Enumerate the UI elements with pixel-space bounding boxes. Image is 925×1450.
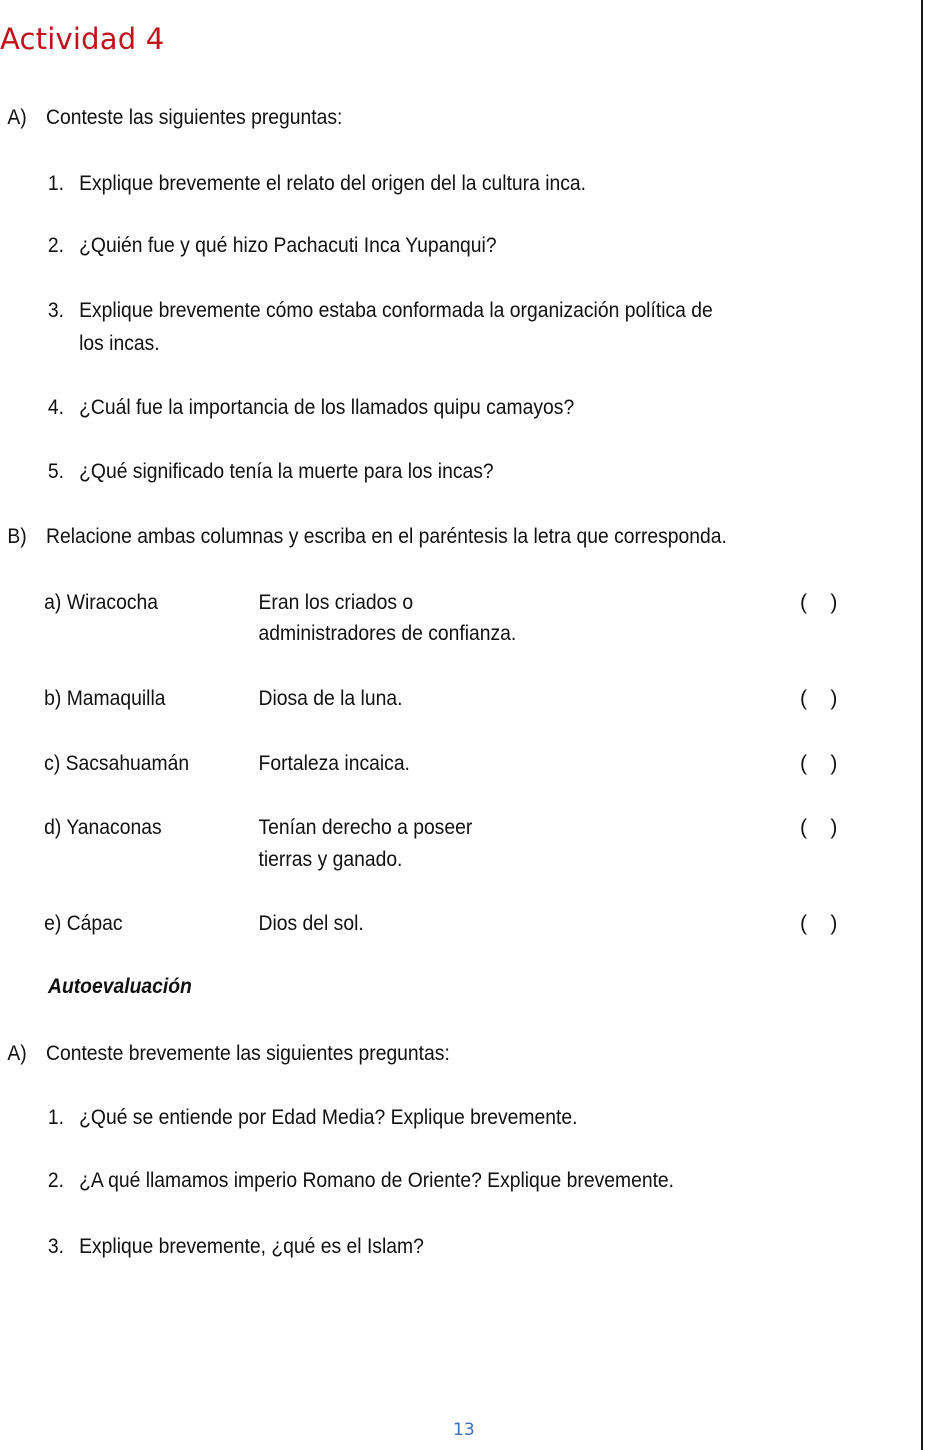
question-text: Explique brevemente cómo estaba conformada la organización política de <box>79 299 713 322</box>
question-number: 4. <box>47 396 64 419</box>
match-definition: Dios del sol. <box>258 912 364 935</box>
section-b-letter: B) <box>7 525 27 548</box>
question-text: Explique brevemente, ¿qué es el Islam? <box>79 1235 424 1258</box>
answer-parenthesis-c[interactable]: ( ) <box>800 752 838 775</box>
question-text: ¿Quién fue y qué hizo Pachacuti Inca Yupanqui? <box>79 234 497 257</box>
answer-parenthesis-e[interactable]: ( ) <box>800 912 838 935</box>
match-term: a) Wiracocha <box>44 591 158 614</box>
question-text: Explique brevemente el relato del origen del la cultura inca. <box>79 172 587 195</box>
question-number: 1. <box>47 1106 64 1129</box>
autoevaluacion-heading: Autoevaluación <box>48 975 192 998</box>
question-text: ¿Qué se entiende por Edad Media? Explique brevemente. <box>79 1106 578 1129</box>
question-text: ¿Cuál fue la importancia de los llamados quipu camayos? <box>79 396 575 419</box>
question-text: ¿Qué significado tenía la muerte para los incas? <box>79 460 494 483</box>
question-number: 3. <box>47 299 64 322</box>
answer-parenthesis-b[interactable]: ( ) <box>800 687 838 710</box>
section-a-instruction: Conteste las siguientes preguntas: <box>46 106 343 129</box>
match-definition-line2: administradores de confianza. <box>258 622 517 645</box>
match-definition: Diosa de la luna. <box>258 687 403 710</box>
page-number: 13 <box>453 1420 475 1440</box>
question-text: ¿A qué llamamos imperio Romano de Oriente? Explique brevemente. <box>79 1169 675 1192</box>
match-term: d) Yanaconas <box>44 816 162 839</box>
page-title: Actividad 4 <box>0 22 165 56</box>
answer-parenthesis-d[interactable]: ( ) <box>800 816 838 839</box>
match-definition-line2: tierras y ganado. <box>258 848 403 871</box>
match-definition: Eran los criados o <box>258 591 414 614</box>
autoeval-instruction: Conteste brevemente las siguientes preguntas: <box>46 1042 450 1065</box>
answer-parenthesis-a[interactable]: ( ) <box>800 591 838 614</box>
question-text-line2: los incas. <box>79 332 160 355</box>
question-number: 1. <box>47 172 64 195</box>
section-b-instruction: Relacione ambas columnas y escriba en el paréntesis la letra que corresponda. <box>46 525 727 548</box>
question-number: 3. <box>47 1235 64 1258</box>
question-number: 2. <box>47 1169 64 1192</box>
page-right-border <box>921 0 923 1450</box>
match-definition: Tenían derecho a poseer <box>258 816 473 839</box>
question-number: 2. <box>47 234 64 257</box>
autoeval-letter: A) <box>7 1042 27 1065</box>
match-definition: Fortaleza incaica. <box>258 752 410 775</box>
match-term: c) Sacsahuamán <box>44 752 190 775</box>
section-a-letter: A) <box>7 106 27 129</box>
match-term: b) Mamaquilla <box>44 687 166 710</box>
question-number: 5. <box>47 460 64 483</box>
match-term: e) Cápac <box>44 912 123 935</box>
